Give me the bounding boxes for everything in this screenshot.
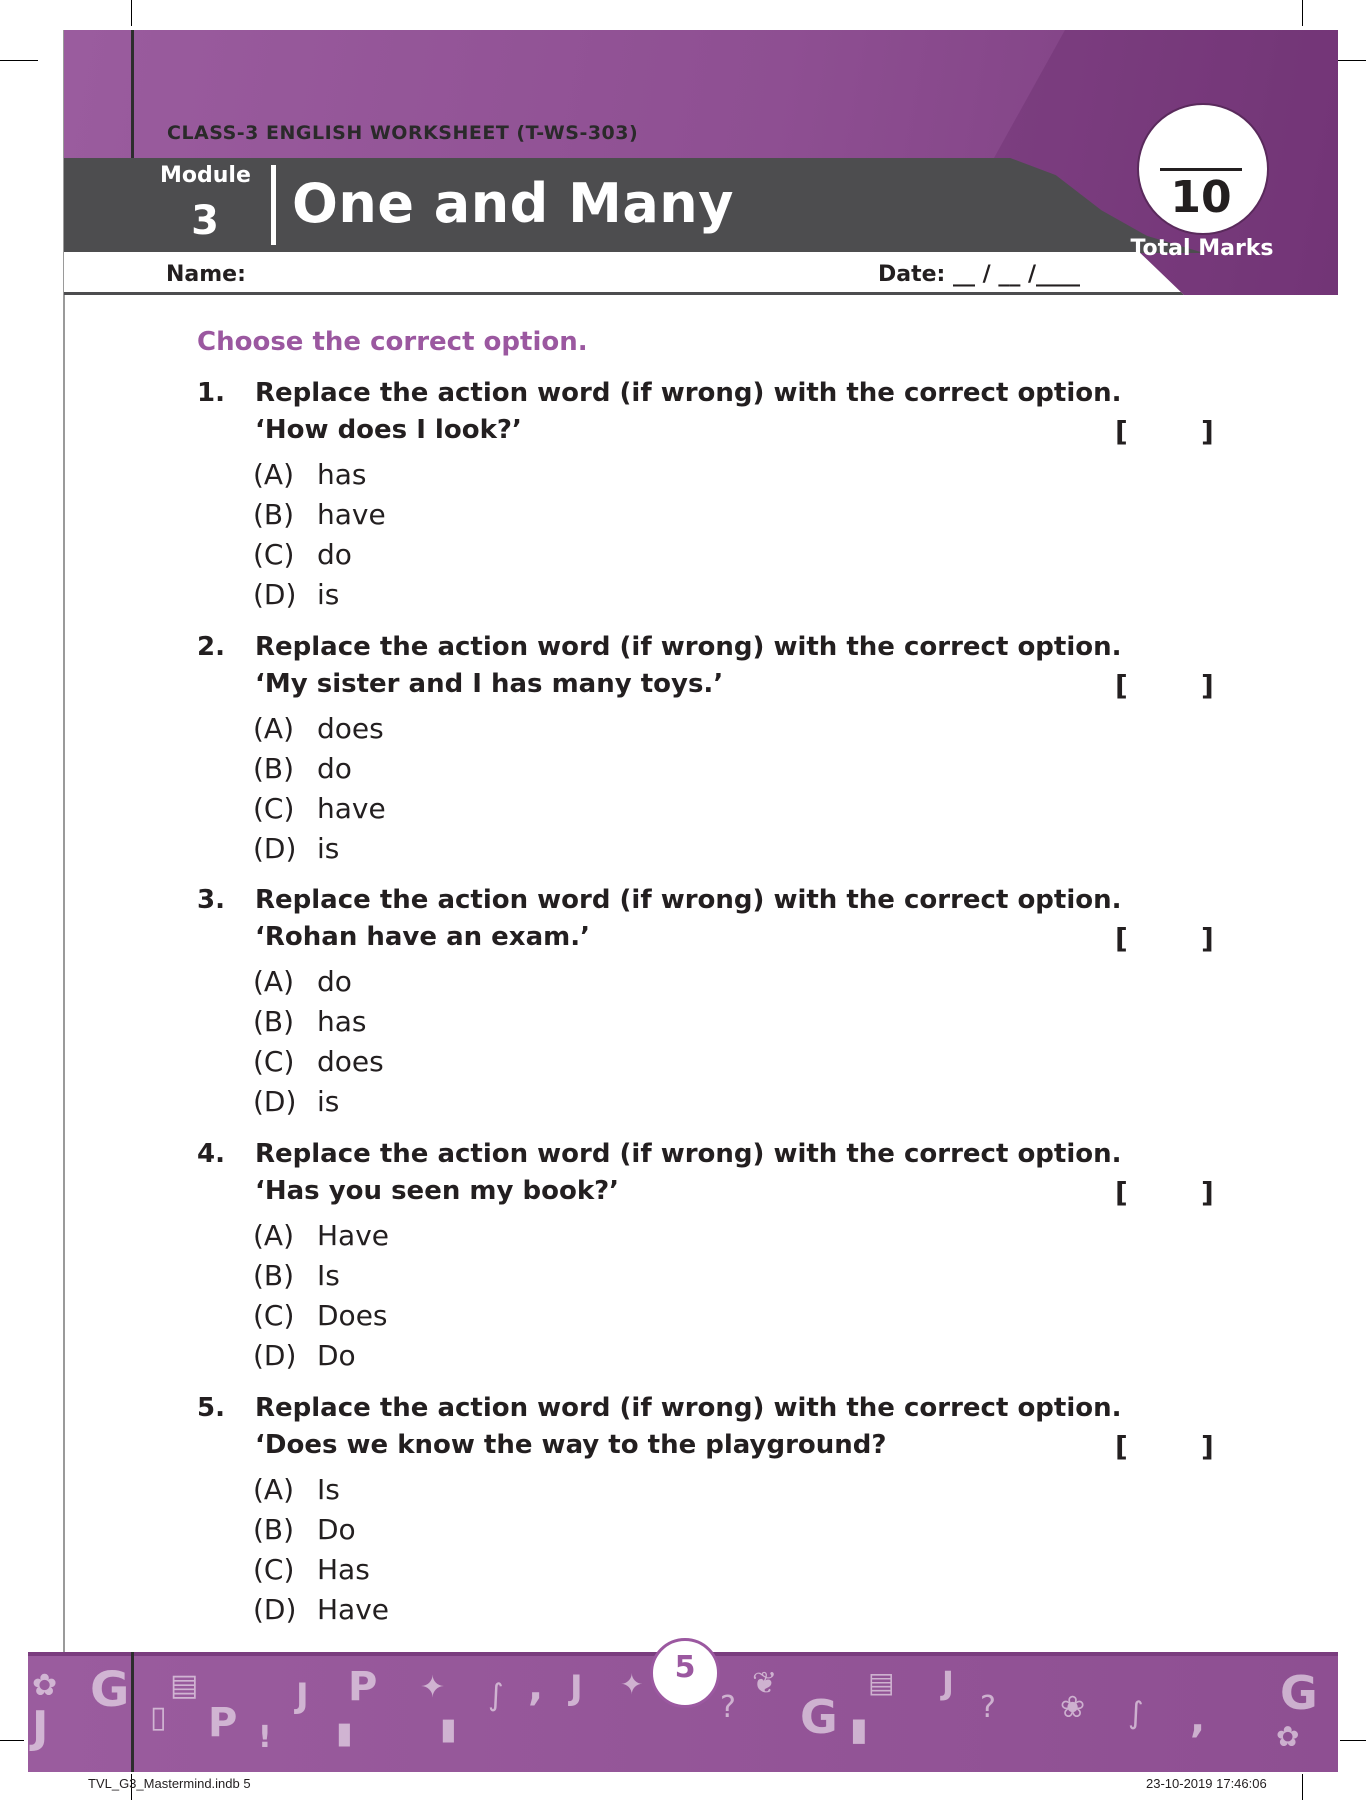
answer-bracket-right: ] — [1201, 669, 1214, 702]
crop-mark — [1302, 0, 1303, 26]
option-b[interactable] — [253, 1005, 367, 1038]
total-marks-value: 10 — [1170, 172, 1232, 223]
page-title: One and Many — [292, 172, 734, 235]
option-letter: (D) — [253, 832, 297, 865]
file-slug: TVL_G3_Mastermind.indb 5 — [88, 1776, 251, 1791]
question-mark-icon: ? — [720, 1690, 736, 1725]
option-d[interactable] — [253, 1339, 356, 1372]
module-label: Module — [160, 163, 251, 188]
book-icon: ▮ — [336, 1716, 353, 1751]
header-divider — [131, 30, 134, 160]
letter-p-icon: P — [208, 1700, 238, 1746]
question-sentence: ‘How does I look?’ — [255, 415, 522, 445]
option-a[interactable] — [253, 1473, 340, 1506]
letter-j-icon: J — [570, 1668, 583, 1708]
clipboard-icon: ▤ — [170, 1668, 199, 1703]
option-text: is — [317, 832, 340, 865]
option-text: Is — [317, 1473, 340, 1506]
timestamp-slug: 23-10-2019 17:46:06 — [1146, 1776, 1267, 1791]
magic-wand-icon: ✦ — [620, 1668, 644, 1701]
option-c[interactable] — [253, 1299, 388, 1332]
question-sentence: ‘Does we know the way to the playground? — [255, 1430, 887, 1460]
question-number: 3. — [197, 885, 225, 915]
option-letter: (C) — [253, 1299, 295, 1332]
total-marks-label: Total Marks — [1130, 236, 1274, 261]
option-text: have — [317, 498, 386, 531]
comma-icon: , — [528, 1664, 544, 1710]
letter-g-icon: G — [800, 1690, 838, 1744]
notebook-icon: ▤ — [868, 1666, 895, 1699]
magic-wand-icon: ✦ — [420, 1670, 446, 1705]
option-letter: (A) — [253, 1219, 295, 1252]
option-c[interactable] — [253, 1045, 384, 1078]
option-text: Have — [317, 1593, 390, 1626]
butterfly-icon: ✿ — [1276, 1720, 1300, 1753]
question-prompt: Replace the action word (if wrong) with the correct option. — [255, 885, 1122, 915]
date-field-label: Date: __ / __ /____ — [878, 262, 1081, 287]
option-text: do — [317, 965, 352, 998]
crop-mark — [131, 0, 132, 26]
option-b[interactable] — [253, 1513, 356, 1546]
option-d[interactable] — [253, 1085, 339, 1118]
option-text: is — [317, 1085, 340, 1118]
option-letter: (A) — [253, 712, 295, 745]
option-letter: (D) — [253, 1085, 297, 1118]
question-prompt: Replace the action word (if wrong) with the correct option. — [255, 378, 1122, 408]
option-letter: (A) — [253, 458, 295, 491]
option-b[interactable] — [253, 752, 352, 785]
option-c[interactable] — [253, 1553, 370, 1586]
option-b[interactable] — [253, 498, 386, 531]
option-letter: (C) — [253, 1553, 295, 1586]
comma-icon: , — [1190, 1696, 1206, 1742]
option-text: Is — [317, 1259, 340, 1292]
book-icon: ▮ — [850, 1710, 868, 1748]
module-number: 3 — [191, 198, 219, 244]
question-prompt: Replace the action word (if wrong) with the correct option. — [255, 632, 1122, 662]
dragon-icon: ❀ — [1060, 1690, 1086, 1725]
option-letter: (B) — [253, 1005, 295, 1038]
name-field-label: Name: — [166, 262, 246, 287]
letter-g-icon: G — [90, 1662, 130, 1718]
answer-bracket-left: [ — [1115, 1430, 1128, 1463]
option-letter: (D) — [253, 1339, 297, 1372]
option-text: do — [317, 752, 352, 785]
answer-bracket-left: [ — [1115, 922, 1128, 955]
crop-mark — [1340, 1740, 1366, 1741]
option-text: Do — [317, 1513, 356, 1546]
option-text: Have — [317, 1219, 390, 1252]
option-letter: (A) — [253, 1473, 295, 1506]
option-text: does — [317, 712, 384, 745]
question-sentence: ‘Has you seen my book?’ — [255, 1176, 620, 1206]
option-letter: (C) — [253, 792, 295, 825]
leaf-icon: ❦ — [752, 1666, 778, 1701]
option-a[interactable] — [253, 712, 384, 745]
question-number: 4. — [197, 1139, 225, 1169]
question-mark-icon: ? — [980, 1690, 996, 1725]
option-text: has — [317, 458, 367, 491]
question-number: 2. — [197, 632, 225, 662]
footer-divider — [131, 1652, 134, 1772]
letter-g-icon: G — [1280, 1666, 1318, 1720]
question-sentence: ‘Rohan have an exam.’ — [255, 922, 590, 952]
letter-j-icon: J — [296, 1676, 309, 1716]
marks-blank-line — [1160, 168, 1242, 171]
option-d[interactable] — [253, 1593, 389, 1626]
option-letter: (B) — [253, 752, 295, 785]
letter-j-icon: J — [942, 1664, 954, 1702]
option-text: Has — [317, 1553, 370, 1586]
option-text: does — [317, 1045, 384, 1078]
instruction-heading: Choose the correct option. — [197, 327, 588, 357]
notebook-icon: ▯ — [150, 1700, 167, 1735]
letter-j-icon: J — [32, 1702, 49, 1753]
option-text: do — [317, 538, 352, 571]
option-letter: (C) — [253, 538, 295, 571]
worksheet-code: CLASS-3 ENGLISH WORKSHEET (T-WS-303) — [167, 122, 639, 144]
paperclip-icon: ∫ — [1128, 1696, 1144, 1731]
option-letter: (D) — [253, 578, 297, 611]
option-c[interactable] — [253, 792, 386, 825]
letter-p-icon: P — [348, 1664, 378, 1710]
crop-mark — [0, 1740, 24, 1741]
option-text: Do — [317, 1339, 356, 1372]
option-letter: (B) — [253, 1259, 295, 1292]
option-text: have — [317, 792, 386, 825]
crop-mark — [0, 60, 38, 61]
book-icon: ▮ — [440, 1712, 457, 1747]
option-a[interactable] — [253, 458, 367, 491]
answer-bracket-left: [ — [1115, 415, 1128, 448]
option-c[interactable] — [253, 538, 352, 571]
option-letter: (B) — [253, 1513, 295, 1546]
answer-bracket-right: ] — [1201, 1176, 1214, 1209]
question-prompt: Replace the action word (if wrong) with the correct option. — [255, 1393, 1122, 1423]
option-text: has — [317, 1005, 367, 1038]
question-number: 5. — [197, 1393, 225, 1423]
butterfly-icon: ✿ — [32, 1668, 58, 1703]
answer-bracket-left: [ — [1115, 1176, 1128, 1209]
option-letter: (B) — [253, 498, 295, 531]
option-text: Does — [317, 1299, 388, 1332]
exclamation-icon: ! — [258, 1720, 272, 1755]
option-letter: (D) — [253, 1593, 297, 1626]
option-d[interactable] — [253, 832, 339, 865]
answer-bracket-left: [ — [1115, 669, 1128, 702]
option-letter: (C) — [253, 1045, 295, 1078]
paperclip-icon: ∫ — [488, 1678, 504, 1713]
question-sentence: ‘My sister and I has many toys.’ — [255, 669, 724, 699]
title-separator — [271, 165, 276, 245]
page-number: 5 — [674, 1650, 696, 1685]
answer-bracket-right: ] — [1201, 415, 1214, 448]
crop-mark — [1302, 1774, 1303, 1800]
option-b[interactable] — [253, 1259, 340, 1292]
answer-bracket-right: ] — [1201, 1430, 1214, 1463]
option-letter: (A) — [253, 965, 295, 998]
question-prompt: Replace the action word (if wrong) with the correct option. — [255, 1139, 1122, 1169]
question-number: 1. — [197, 378, 225, 408]
option-text: is — [317, 578, 340, 611]
answer-bracket-right: ] — [1201, 922, 1214, 955]
option-a[interactable] — [253, 965, 352, 998]
option-a[interactable] — [253, 1219, 389, 1252]
option-d[interactable] — [253, 578, 339, 611]
